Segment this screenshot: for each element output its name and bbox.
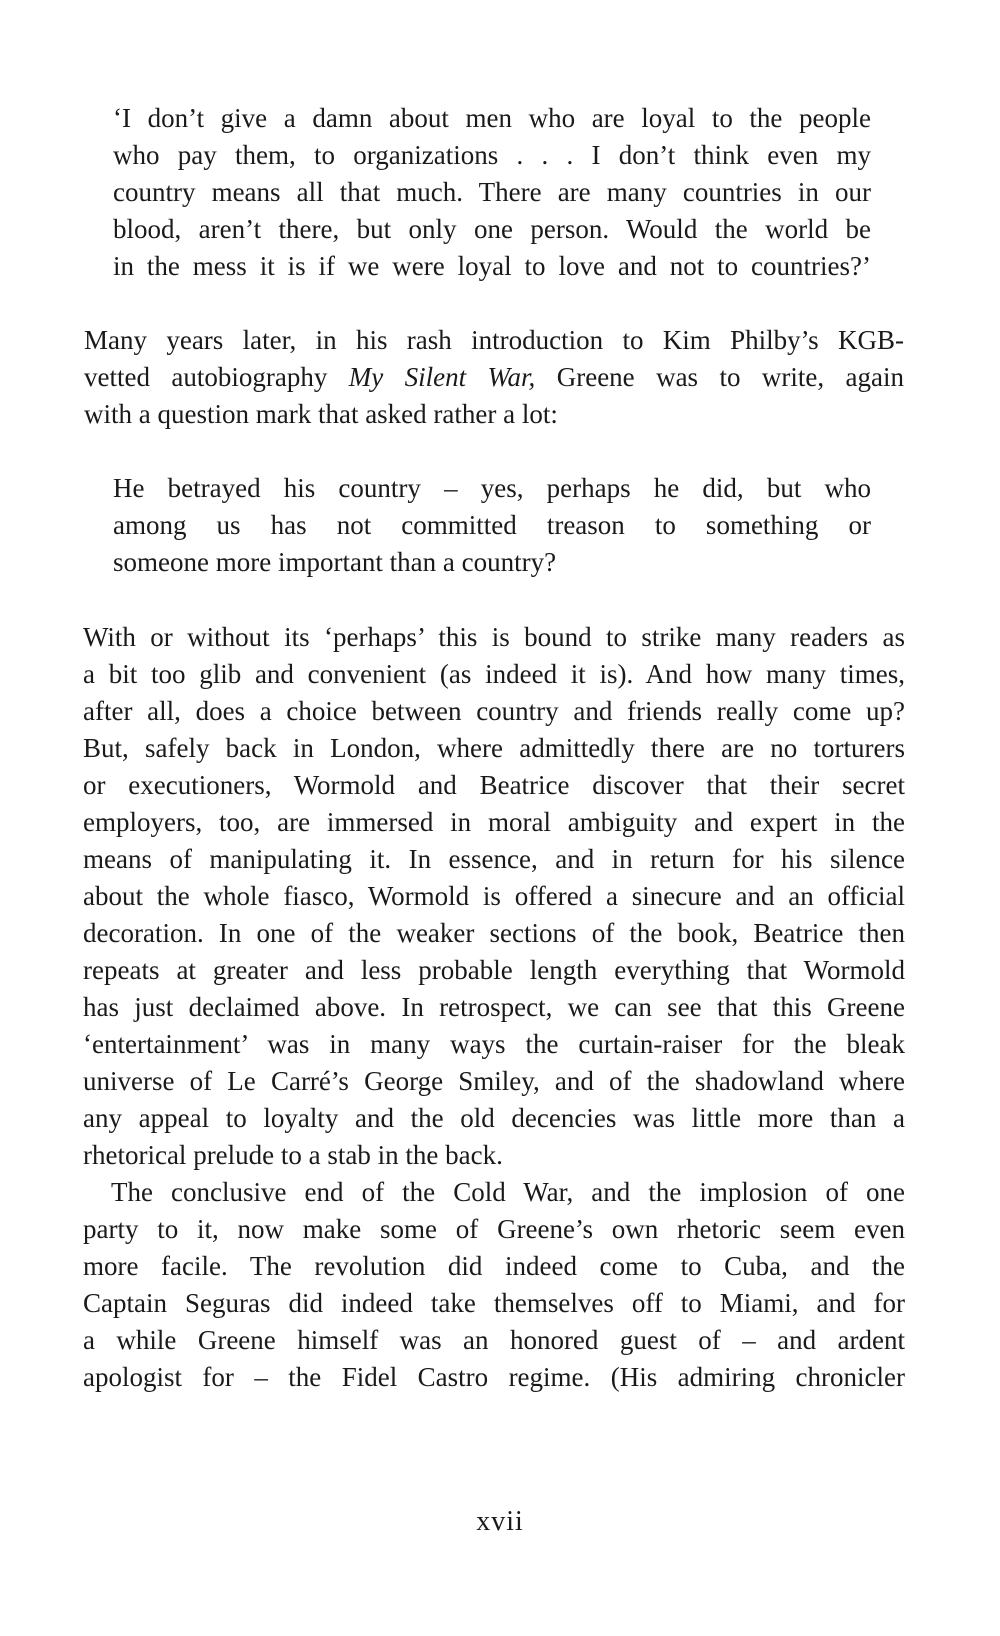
body-line: The conclusive end of the Cold War, and the implosion of one [111,1177,905,1207]
body-line: with a question mark that asked rather a lot: [84,399,558,429]
body-line: more facile. The revolution did indeed come to Cuba, and the [83,1251,905,1281]
body-line: after all, does a choice between country and friends really come up? [83,696,905,726]
body-line: decoration. In one of the weaker sections of the book, Beatrice then [83,918,905,948]
body-line: party to it, now make some of Greene’s own rhetoric seem even [83,1214,905,1244]
body-line: ‘entertainment’ was in many ways the curtain-raiser for the bleak [83,1029,905,1059]
body-line: about the whole fiasco, Wormold is offered a sinecure and an official [83,881,905,911]
body-line: Captain Seguras did indeed take themselves off to Miami, and for [83,1288,905,1318]
body-line: apologist for – the Fidel Castro regime. (His admiring chronicler [83,1362,905,1392]
body-line: universe of Le Carré’s George Smiley, and of the shadowland where [83,1066,905,1096]
body-line: a while Greene himself was an honored guest of – and ardent [83,1325,905,1355]
quote-line: ‘I don’t give a damn about men who are loyal to the people [113,103,871,133]
book-title-italic: My Silent War, [348,362,536,392]
quote-line: who pay them, to organizations . . . I don’t think even my [113,140,871,170]
body-line: or executioners, Wormold and Beatrice discover that their secret [83,770,905,800]
body-line: employers, too, are immersed in moral ambiguity and expert in the [83,807,905,837]
body-line: Many years later, in his rash introduction to Kim Philby’s KGB- [84,325,904,355]
body-line: means of manipulating it. In essence, and in return for his silence [83,844,905,874]
text-segment: Greene was to write, again [535,362,904,392]
text-segment: vetted autobiography [84,362,349,392]
quote-line: country means all that much. There are many countries in our [113,177,871,207]
quote-line: among us has not committed treason to something or [113,510,871,540]
page-number: xvii [476,1506,524,1537]
body-line [84,358,904,396]
body-line: repeats at greater and less probable length everything that Wormold [83,955,905,985]
body-line: any appeal to loyalty and the old decencies was little more than a [83,1103,905,1133]
quote-line: in the mess it is if we were loyal to love and not to countries?’ [113,251,871,281]
body-line: With or without its ‘perhaps’ this is bound to strike many readers as [83,622,905,652]
quote-line: He betrayed his country – yes, perhaps he did, but who [113,473,871,503]
quote-line: someone more important than a country? [113,547,557,577]
body-line: has just declaimed above. In retrospect, we can see that this Greene [83,992,905,1022]
body-line: rhetorical prelude to a stab in the back. [83,1140,503,1170]
quote-line: blood, aren’t there, but only one person. Would the world be [113,214,871,244]
body-line: But, safely back in London, where admittedly there are no torturers [83,733,905,763]
body-line: a bit too glib and convenient (as indeed it is). And how many times, [83,659,905,689]
